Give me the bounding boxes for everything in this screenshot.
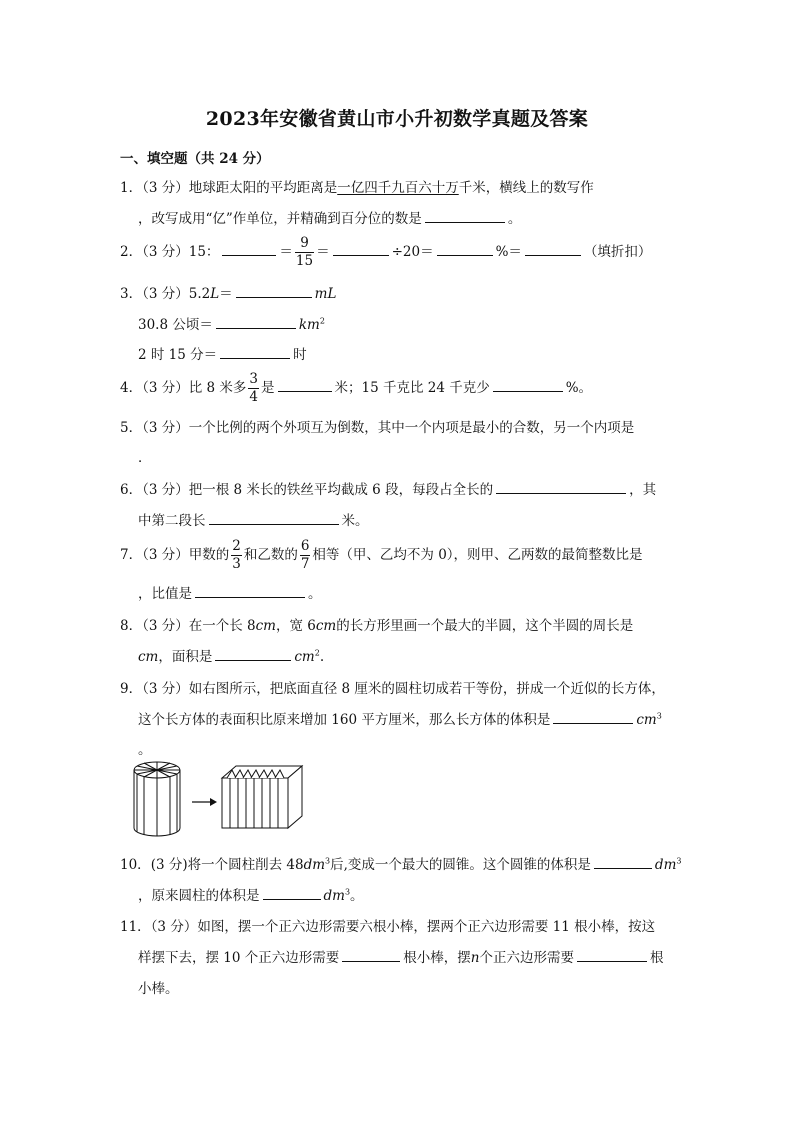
question-text: 根小棒，摆 xyxy=(403,950,471,966)
question-text: ，其 xyxy=(629,482,657,498)
unit-exponent: 2 xyxy=(314,648,320,658)
question-text: （3 分）一个比例的两个外项互为倒数，其中一个内项是最小的合数，另一个内项是 xyxy=(142,420,635,436)
unit-label: cm xyxy=(138,649,159,665)
question-number: 11． xyxy=(120,919,151,935)
unit-label: dm xyxy=(303,857,326,873)
question-text: （3 分）甲数的 xyxy=(142,547,230,563)
answer-blank[interactable] xyxy=(215,646,291,661)
question-number: 3． xyxy=(120,286,143,302)
question-text: 。 xyxy=(507,211,522,227)
question-text: ，改写成用“亿”作单位，并精确到百分位的数是 xyxy=(138,211,422,227)
question-text: （3 分）15： xyxy=(142,244,220,260)
question-7-line2 xyxy=(138,582,684,602)
question-number: 7． xyxy=(120,547,143,563)
unit-exponent: 3 xyxy=(325,856,331,866)
question-text: 相等（甲、乙均不为 0），则甲、乙两数的最简整数比是 xyxy=(312,547,643,563)
question-text: 米。 xyxy=(341,513,369,529)
question-number: 2． xyxy=(120,244,143,260)
question-10-line2 xyxy=(138,884,684,904)
unit-label: cm xyxy=(636,712,657,728)
question-text: （3 分）地球距太阳的平均距离是 xyxy=(142,180,338,196)
fraction-denominator: 3 xyxy=(232,555,241,572)
question-text: ＝ xyxy=(279,244,293,260)
question-number: 6． xyxy=(120,482,143,498)
answer-blank[interactable] xyxy=(263,885,321,900)
answer-blank[interactable] xyxy=(209,510,339,525)
answer-blank[interactable] xyxy=(594,854,652,869)
question-11 xyxy=(120,915,684,935)
unit-label: L xyxy=(210,286,220,302)
answer-blank[interactable] xyxy=(222,241,276,256)
question-text: 是 xyxy=(261,380,275,396)
fraction xyxy=(248,373,259,404)
question-text: 样摆下去，摆 10 个正六边形需要 xyxy=(138,950,340,966)
question-text: %＝ xyxy=(495,244,522,260)
question-11-line3: 小棒。 xyxy=(138,981,179,997)
unit-exponent: 3 xyxy=(656,711,662,721)
question-text: 后,变成一个最大的圆锥。这个圆锥的体积是 xyxy=(330,857,591,873)
question-3 xyxy=(120,282,684,302)
answer-blank[interactable] xyxy=(342,947,400,962)
question-3-line2 xyxy=(138,313,684,333)
question-8 xyxy=(120,614,684,634)
question-1-line2 xyxy=(138,207,684,227)
question-4 xyxy=(120,373,684,404)
unit-exponent: 2 xyxy=(319,316,325,326)
fraction-numerator: 6 xyxy=(300,538,310,554)
unit-label: dm xyxy=(323,888,345,904)
arrow-icon xyxy=(192,798,217,806)
unit-label: cm xyxy=(255,618,276,634)
answer-blank[interactable] xyxy=(425,208,505,223)
question-text: （3 分）如右图所示，把底面直径 8 厘米的圆柱切成若干等份，拼成一个近似的长方体， xyxy=(142,681,665,697)
question-text: （3 分）比 8 米多 xyxy=(142,380,247,396)
question-9-line3: 。 xyxy=(138,742,152,758)
question-text: ，宽 6 xyxy=(275,618,316,634)
question-text: 时 xyxy=(293,347,307,363)
answer-blank[interactable] xyxy=(437,241,493,256)
fraction xyxy=(295,237,314,268)
question-9-line2 xyxy=(138,708,684,728)
answer-blank[interactable] xyxy=(236,283,312,298)
question-5-line2: ． xyxy=(138,450,152,466)
unit-label: dm xyxy=(654,857,677,873)
question-number: 1． xyxy=(120,180,143,196)
question-text: . xyxy=(319,649,325,665)
question-text: （3 分）在一个长 8 xyxy=(142,618,256,634)
fraction xyxy=(300,540,311,571)
question-number: 5． xyxy=(120,420,143,436)
answer-blank[interactable] xyxy=(577,947,647,962)
question-number: 8． xyxy=(120,618,143,634)
variable-n: n xyxy=(470,950,480,966)
question-text: ＝ xyxy=(219,286,233,302)
question-1 xyxy=(120,176,684,196)
question-text: 和乙数的 xyxy=(243,547,298,563)
question-text: 。 xyxy=(350,888,364,904)
question-2 xyxy=(120,237,684,268)
question-6-line2 xyxy=(138,509,684,529)
unit-exponent: 3 xyxy=(344,887,351,897)
question-9 xyxy=(120,677,684,697)
fraction-numerator: 3 xyxy=(249,371,258,387)
question-text: 中第二段长 xyxy=(138,513,206,529)
question-text: ，面积是 xyxy=(158,649,213,665)
question-text: （3 分）5.2 xyxy=(142,286,211,302)
question-text: 千米，横线上的数写作 xyxy=(458,180,594,196)
question-text: ＝ xyxy=(316,244,330,260)
question-10 xyxy=(120,853,684,873)
question-7 xyxy=(120,540,684,571)
question-text: 。 xyxy=(308,586,322,602)
question-number: 4． xyxy=(120,380,143,396)
question-text: 根 xyxy=(649,950,664,966)
question-text: （3 分）如图，摆一个正六边形需要六根小棒，摆两个正六边形需要 11 根小棒，按这 xyxy=(150,919,656,935)
underlined-number: 一亿四千九百六十万 xyxy=(337,180,459,196)
cylinder-side-lines xyxy=(137,774,177,836)
question-text: 这个长方体的表面积比原来增加 160 平方厘米，那么长方体的体积是 xyxy=(138,712,551,728)
question-text: 的长方形里画一个最大的半圆，这个半圆的周长是 xyxy=(336,618,634,634)
question-text: （3 分）把一根 8 米长的铁丝平均截成 6 段，每段占全长的 xyxy=(142,482,494,498)
question-text: 米；15 千克比 24 千克少 xyxy=(334,380,490,396)
fraction-numerator: 9 xyxy=(295,237,314,253)
unit-label: cm xyxy=(294,649,315,665)
unit-label: km xyxy=(298,317,320,333)
question-number: 10． xyxy=(120,857,151,873)
question-text: ，原来圆柱的体积是 xyxy=(138,888,260,904)
question-text: （填折扣） xyxy=(583,244,652,260)
answer-blank[interactable] xyxy=(525,241,581,256)
answer-blank[interactable] xyxy=(220,344,290,359)
question-text: (3 分)将一个圆柱削去 48 xyxy=(150,857,304,873)
cuboid xyxy=(222,766,302,828)
section-heading: 一、填空题（共 24 分） xyxy=(120,151,270,167)
answer-blank[interactable] xyxy=(195,583,305,598)
fraction-denominator: 4 xyxy=(249,388,258,405)
answer-blank[interactable] xyxy=(553,709,633,724)
question-number: 9． xyxy=(120,681,143,697)
unit-label: mL xyxy=(314,286,337,302)
unit-exponent: 3 xyxy=(676,856,682,866)
answer-blank[interactable] xyxy=(333,241,389,256)
fraction-denominator: 7 xyxy=(300,555,310,572)
fraction-numerator: 2 xyxy=(232,538,241,554)
answer-blank[interactable] xyxy=(216,314,296,329)
answer-blank[interactable] xyxy=(278,377,332,392)
question-text: ，比值是 xyxy=(138,586,192,602)
answer-blank[interactable] xyxy=(496,479,626,494)
fraction-denominator: 15 xyxy=(295,252,314,269)
question-text: 30.8 公顷＝ xyxy=(138,317,213,333)
question-8-line2 xyxy=(138,645,684,665)
page-title: 2023年安徽省黄山市小升初数学真题及答案 xyxy=(205,108,589,130)
question-text: %。 xyxy=(565,380,593,396)
question-3-line3 xyxy=(138,343,684,363)
fraction xyxy=(231,540,242,571)
question-11-line2 xyxy=(138,946,684,966)
cylinder-to-cuboid-figure xyxy=(132,758,312,840)
question-text: ÷20＝ xyxy=(391,244,434,260)
answer-blank[interactable] xyxy=(493,377,563,392)
question-text: 个正六边形需要 xyxy=(479,950,574,966)
question-5 xyxy=(120,416,684,436)
question-6 xyxy=(120,478,684,498)
question-text: 2 时 15 分＝ xyxy=(138,347,218,363)
unit-label: cm xyxy=(315,618,337,634)
